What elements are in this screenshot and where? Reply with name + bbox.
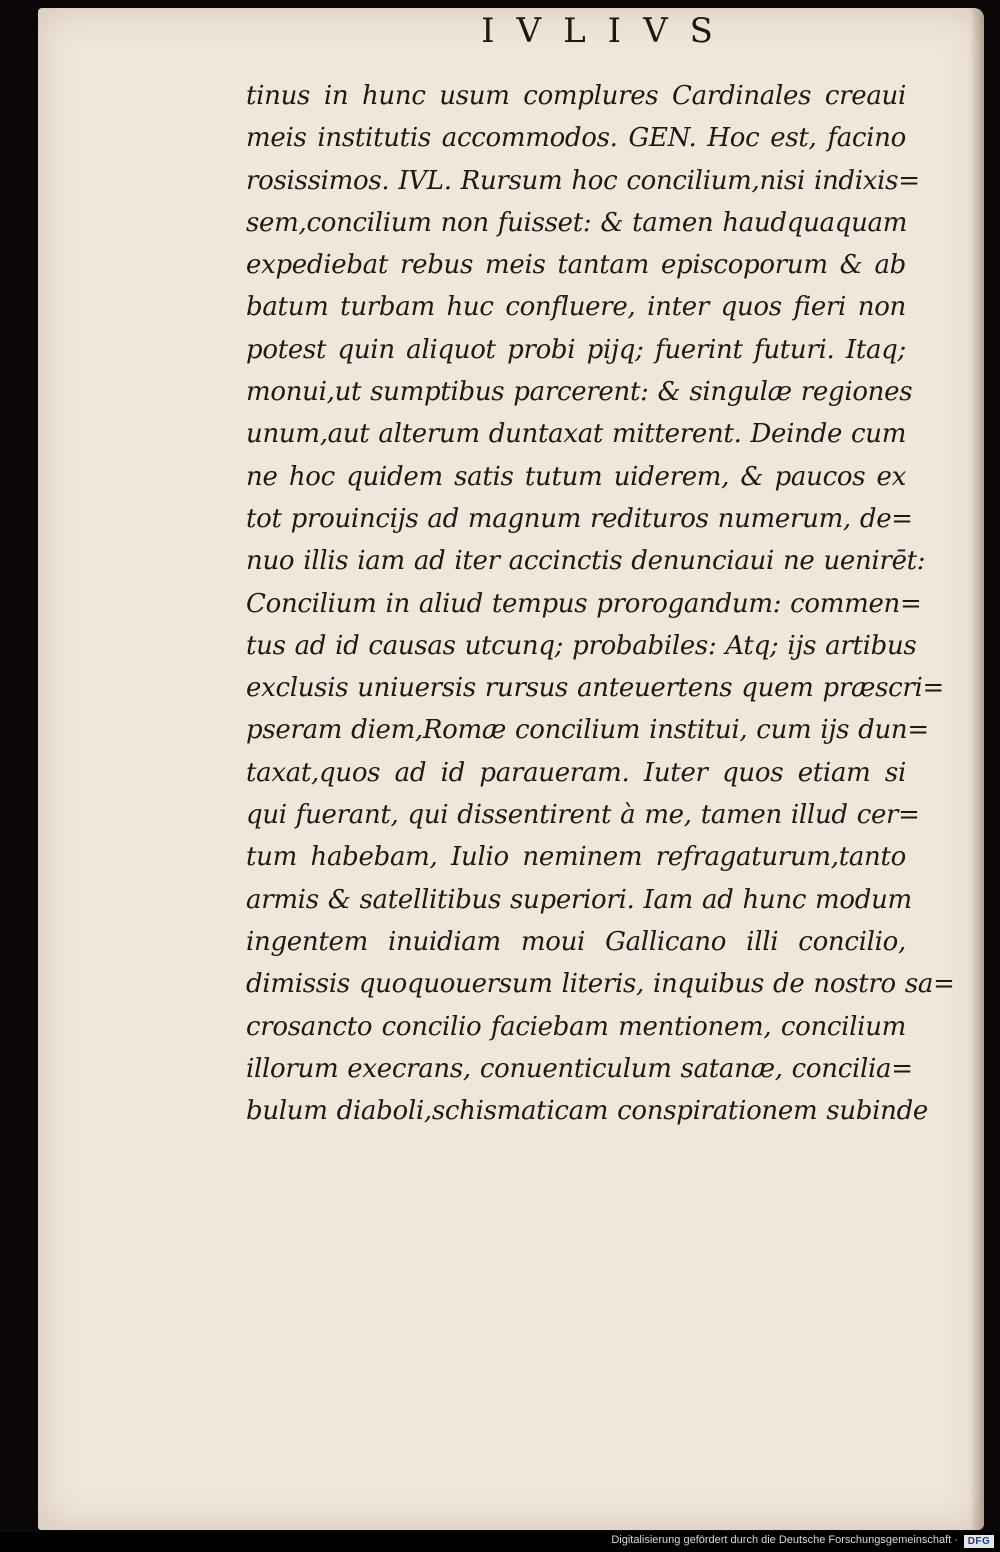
running-head: IVLIVS <box>481 11 735 51</box>
text-line: taxat,quos ad id paraueram. Iuter quos etiam si <box>246 757 906 788</box>
text-line: sem,concilium non fuisset: & tamen haudquaquam <box>246 207 908 238</box>
text-block <box>246 75 955 1132</box>
text-line: tum habebam, Iulio neminem refragaturum,tanto <box>246 842 906 873</box>
text-line: meis institutis accommodos. GEN. Hoc est, facino <box>246 123 906 154</box>
text-line: potest quin aliquot probi pijq; fuerint futuri. Itaq; <box>246 334 906 365</box>
text-line: Concilium in aliud tempus prorogandum: commen= <box>246 588 922 619</box>
text-line: pseram diem,Romæ concilium institui, cum ijs dun= <box>246 715 929 746</box>
text-line: ingentem inuidiam moui Gallicano illi concilio, <box>246 926 906 957</box>
dfg-logo: DFG <box>964 1535 994 1548</box>
text-line: crosancto concilio faciebam mentionem, concilium <box>246 1011 906 1042</box>
footer-bar <box>0 1532 1000 1552</box>
text-line: rosissimos. IVL. Rursum hoc concilium,nisi indixis= <box>246 165 920 196</box>
text-line: expediebat rebus meis tantam episcoporum & ab <box>246 250 906 281</box>
text-line: bulum diaboli,schismaticam conspirationem subinde <box>246 1096 929 1127</box>
text-line: batum turbam huc confluere, inter quos fieri non <box>246 292 906 323</box>
text-line: dimissis quoquouersum literis, inquibus de nostro sa= <box>246 969 955 1000</box>
text-line: exclusis uniuersis rursus anteuertens quem præscri= <box>246 673 945 704</box>
funding-credit: Digitalisierung gefördert durch die Deutsche Forschungsgemeinschaft · <box>611 1534 958 1546</box>
text-line: unum,aut alterum duntaxat mitterent. Deinde cum <box>246 419 907 450</box>
text-line: tinus in hunc usum complures Cardinales creaui <box>246 81 906 111</box>
text-line: ne hoc quidem satis tutum uiderem, & paucos ex <box>246 461 906 492</box>
page-edge-shadow <box>970 8 984 1530</box>
text-line: tot prouincijs ad magnum redituros numerum, de= <box>246 503 913 534</box>
text-line: illorum execrans, conuenticulum satanæ, concilia= <box>246 1053 913 1084</box>
text-line: qui fuerant, qui dissentirent à me, tamen illud cer= <box>246 800 920 831</box>
text-line: tus ad id causas utcunq; probabiles: Atq; ijs artibus <box>246 630 917 661</box>
text-line: monui,ut sumptibus parcerent: & singulæ regiones <box>246 377 913 408</box>
text-line: nuo illis iam ad iter accinctis denunciaui ne uenirēt: <box>246 546 926 577</box>
text-line: armis & satellitibus superiori. Iam ad hunc modum <box>246 884 912 915</box>
